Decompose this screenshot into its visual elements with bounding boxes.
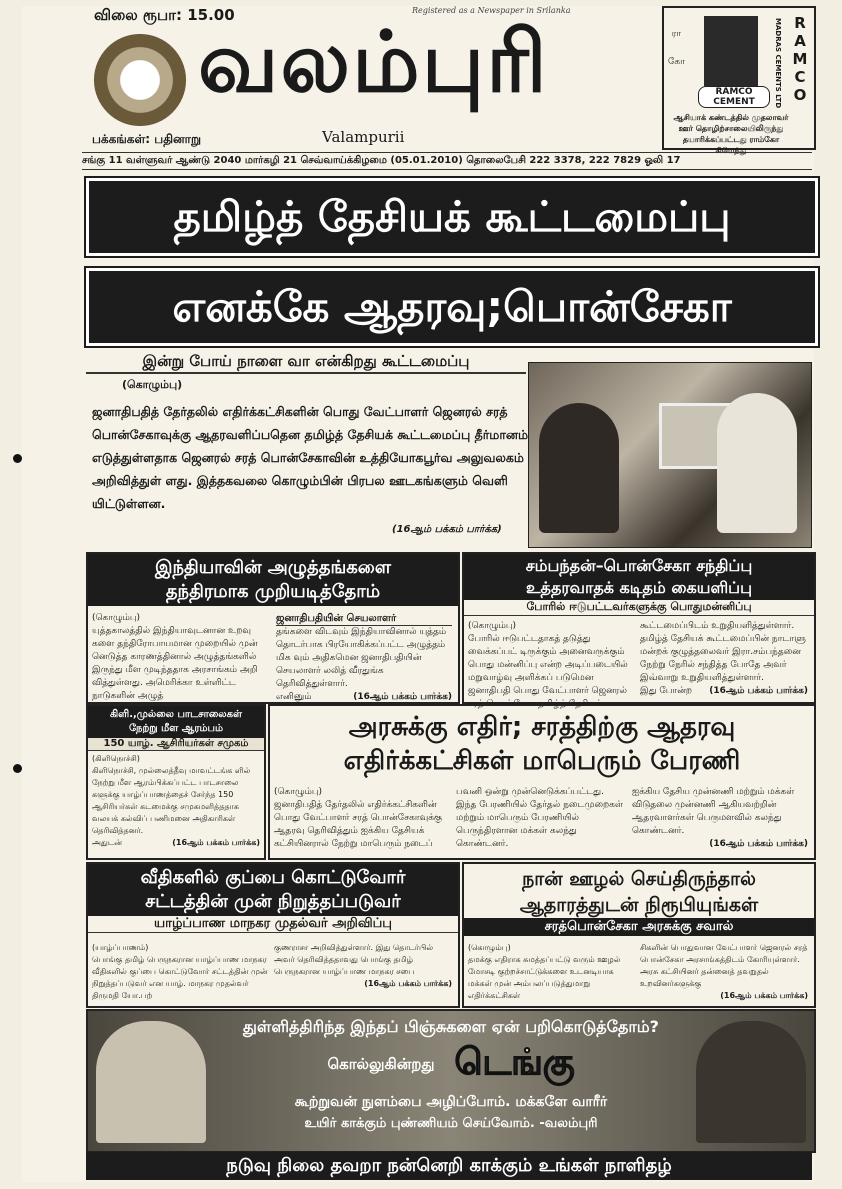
dengue-text [212, 1017, 690, 1132]
india-col1 [92, 612, 270, 703]
garbage-body1: பொங்கு தமிழ் பெருநகரான யாழ்ப்பாண மாநகர வீதிகளில் குப்பை கொட்டுவோர் சட்டத்தின் முன் நிறுத்தப்படுவர் என யாழ். மாநகர முதல்வர் திருமதி யோ.பற் [92, 955, 268, 1000]
sampanthan-continued: (16ஆம் பக்கம் பார்க்க) [709, 686, 808, 696]
challenge-headline [464, 864, 814, 918]
challenge-headline-1: நான் ஊழல் செய்திருந்தால் [522, 868, 756, 890]
sampanthan-story [462, 552, 816, 709]
lead-photo [528, 362, 812, 548]
dengue-line2: கொல்லுகின்றது [327, 1055, 435, 1073]
challenge-continued: (16ஆம் பக்கம் பார்க்க) [720, 991, 808, 1000]
challenge-body2: சிகளின் பொதுவான வேட்பாளர் ஜெனரல் சரத் பொன்சேகா அரசாங்கத்திடம் கோரியுள்ளார். அரசு கட்சியினர் தன்னைத் தவறுதல் உறவினர்களுக்கு [640, 943, 808, 988]
lead-body: ஜனாதிபதித் தேர்தலில் எதிர்க்கட்சிகளின் பொது வேட்பாளர் ஜெனரல் சரத் பொன்சேகாவுக்கு ஆதரவளிப்பதென தமிழ்த் தேசியக் கூட்டமைப்பு தீர்மானம் எடுத்துள்ளதாக ஜெனரல் சரத் பொன்சேகாவின் உத்தியோகபூர்வ அலுவலகம் அறிவித்துள் ளது. இத்தகவலை கொழும்பின் பிரபல ஊடகங்களும் வெளி யிட்டுள்ளன. [92, 404, 529, 511]
rally-byline: (கொழும்பு) [274, 787, 323, 797]
lead-subhead: இன்று போய் நாளை வா என்கிறது கூட்டமைப்பு [86, 352, 526, 374]
price: விலை ரூபா: 15.00 [94, 6, 235, 24]
kilinochchi-continued: (16ஆம் பக்கம் பார்க்க) [172, 838, 260, 847]
sampanthan-body: போரில் ஈடுபட்டதாகத் தடுத்து வைக்கப்பட் டிருக்கும் அனைவருக்கும் பொது மன்னிப்பு என்ற அடிப்படையில் மறுவாழ்வு அளிக்கப் படுமென ஜனாதிபதி பொது வேட்பாளர் ஜெனரல் சரத் பொன்சேகா தமிழ்த் தேசியக் [468, 634, 628, 709]
rally-body2: பவனி ஒன்று முன்னெடுக்கப்பட்டது. இந்த பேரணியில் தேர்தல் நடைமுறைகள் மற்றும் மாபெரும் பேரணியில் பெருந்திரளான மக்கள் கலந்து கொண்டனர். [456, 787, 624, 849]
temple-icon [704, 16, 758, 86]
ad-taglines [668, 112, 794, 156]
sampanthan-headline-2: உத்தரவாதக் கடிதம் கையளிப்பு [526, 578, 752, 597]
registration-note: Registered as a Newspaper in Srilanka [412, 6, 571, 15]
garbage-continued: (16ஆம் பக்கம் பார்க்க) [364, 979, 452, 988]
kilinochchi-footer [92, 837, 260, 849]
garbage-body2: குணராசா அறிவித்துள்ளார். இது தொடர்பில் அவர் தெரிவித்ததாவது பொங்கு தமிழ் பெருநகரான யாழ்ப்பாண மாநகர சபை [274, 943, 433, 976]
ramco-advert [662, 6, 816, 155]
footer-motto: நடுவு நிலை தவறா நன்னெறி காக்கும் உங்கள் நாளிதழ் [86, 1152, 812, 1180]
photo-person [717, 393, 797, 533]
lead-continued: (16ஆம் பக்கம் பார்க்க) [392, 524, 502, 535]
ad-company: MADRAS CEMENTS LTD [774, 18, 782, 109]
dateline: சங்கு 11 வள்ளுவர் ஆண்டு 2040 மார்கழி 21 செவ்வாய்க்கிழமை (05.01.2010) தொலைபேசி 222 3378, 222 7829 ஓலி 17 [82, 152, 812, 170]
child-photo [696, 1021, 806, 1143]
garbage-headline-2: சட்டத்தின் முன் நிறுத்தப்படுவர் [145, 891, 401, 912]
punch-hole [13, 454, 22, 463]
dengue-line3: கூற்றுவன் நுளம்பை அழிப்போம். மக்களே வாரீர் [294, 1094, 608, 1110]
lead-byline: (கொழும்பு) [122, 378, 183, 391]
sampanthan-footer [640, 685, 808, 698]
garbage-headline [88, 864, 458, 916]
garbage-headline-1: வீதிகளில் குப்பை கொட்டுவோர் [140, 867, 406, 888]
rally-body3: ஐக்கிய தேசிய முன்னணி மற்றும் மக்கள் விடுதலை முன்னணி ஆகியவற்றின் ஆதரவாளர்கள் பெருமளவில் கலந்து கொண்டனர். [632, 787, 795, 836]
sampanthan-headline [464, 554, 814, 600]
page-count: பக்கங்கள்: பதினாறு [92, 132, 201, 146]
dengue-advert [86, 1009, 816, 1153]
sampanthan-headline-1: சம்பந்தன்–பொன்சேகா சந்திப்பு [525, 556, 753, 575]
challenge-col2 [640, 942, 808, 1002]
india-headline-2: தந்திரமாக முறியடித்தோம் [165, 581, 381, 602]
child-photo [96, 1021, 206, 1143]
garbage-col1 [92, 942, 268, 1002]
india-headline-1: இந்தியாவின் அழுத்தங்களை [154, 557, 392, 578]
india-body: யுத்தகாலத்தில் இந்தியாவுடனான உறவு களை தந்திரோபாயமான முறையில் முன் னெடுத்த காரணத்தினால் அழுத்தங்களில் இருந்து மீள முடிந்ததாக அரசாங்கம் அறி வித்துள்ளது. அமெரிக்கா உள்ளிட்ட நாடுகளின் அழுத் [92, 626, 258, 701]
kilinochchi-body-wrap [88, 751, 264, 851]
ad-brand: RAMCO [791, 14, 809, 104]
ad-product: RAMCO CEMENT [698, 86, 770, 108]
lead-headline-1: தமிழ்த் தேசியக் கூட்டமைப்பு [86, 178, 818, 256]
rally-col3 [632, 786, 808, 851]
rally-headline [270, 706, 814, 778]
photo-person [539, 403, 619, 533]
dengue-line1: துள்ளித்திரிந்த இந்தப் பிஞ்சுகளை ஏன் பறிகொடுத்தோம்? [243, 1017, 659, 1036]
garbage-col2 [274, 942, 452, 990]
india-body2: தங்களை விடவும் இந்தியாவினால் யுத்தம் தொடர்பாக பிரயோகிக்கப்பட்ட அழுத்தம் மிக வும் அதிகமென ஜனாதிபதியின் செயலாளர் லலித் வீரதுங்க தெரிவித்துள்ளார். [276, 627, 447, 689]
rally-headline-1: அரசுக்கு எதிர்; சரத்திற்கு ஆதரவு [348, 712, 736, 742]
india-byline: (கொழும்பு) [92, 613, 141, 623]
ad-line: ஆசியாக் கண்டத்தில் முதலாவர் [673, 113, 789, 122]
garbage-subhead: யாழ்ப்பாண மாநகர முதல்வர் அறிவிப்பு [88, 916, 458, 933]
sampanthan-byline: (கொழும்பு) [468, 621, 517, 631]
dengue-middle [212, 1042, 690, 1088]
kilinochchi-body: கிளிநொச்சி, முல்லைத்தீவு மாவட்டங்க ளில் நேற்று மீள ஆரம்பிக்கப்பட்ட பாடசாலை களுக்கு யாழ்ப்பாணத்தைச் சேர்ந்த 150 ஆசிரியர்கள் கடமைக்கு சமுகமளித்ததாக வலயக் கல்விப் பணிமனை அதிகாரிகள் தெரிவித்தனர். [92, 766, 251, 835]
newspaper-page [22, 6, 814, 1182]
india-footer [276, 691, 452, 704]
rally-body1: ஜனாதிபதித் தேர்தலில் எதிர்க்கட்சிகளின் பொது வேட்பாளர் சரத் பொன்சேகாவுக்கு ஆதரவு தெரிவித்தும் ஐக்கிய தேசியக் கட்சியினரால் நேற்று மாபெரும் நடைப் [274, 800, 442, 849]
kilinochchi-byline: (கிளிநொச்சி) [92, 754, 140, 763]
garbage-byline: (யாழ்ப்பாணம்) [92, 943, 149, 952]
sampanthan-subhead: போரில் ஈடுபட்டவர்களுக்கு பொதுமன்னிப்பு [464, 600, 814, 616]
challenge-col1 [468, 942, 634, 1002]
dengue-line4: உயிர் காக்கும் புண்ணியம் செய்வோம். -வலம்புரி [304, 1116, 598, 1131]
sampanthan-col2 [640, 620, 808, 698]
rally-story [268, 704, 816, 860]
india-headline [88, 554, 458, 606]
dengue-word: டெங்கு [454, 1042, 575, 1083]
masthead-english: Valampurii [322, 128, 405, 146]
kilinochchi-headline-1: கிளி.,முல்லை பாடசாலைகள் [109, 709, 243, 720]
masthead-title: வலம்புரி [198, 13, 549, 111]
india-tail: எனினும் [276, 692, 312, 702]
challenge-subhead: சரத்பொன்சேகா அரசுக்கு சவால் [464, 918, 814, 936]
sampanthan-body2: கூட்டமைப்பிடம் உறுதியளித்துள்ளார். தமிழ்த் தேசியக் கூட்டமைப்பின் நாடாளு மன்றக் குழுத்தலைவர் இரா.சம்பந்தனை நேற்று நேரில் சந்தித்த போதே அவர் இவ்வாறு உறுதியளித்துள்ளார். [640, 621, 806, 683]
india-subhead: ஜனாதிபதியின் செயலாளர் [276, 612, 452, 626]
sampanthan-col1 [468, 620, 634, 711]
ad-line: தயாரிக்கப்பட்டது ராம்கோ சிமெந்து [682, 135, 780, 155]
india-story [86, 552, 460, 704]
challenge-story [462, 862, 816, 1008]
kilinochchi-tail: அதுடன் [92, 838, 122, 847]
india-continued: (16ஆம் பக்கம் பார்க்க) [353, 692, 452, 702]
kilinochchi-headline-2: நேற்று மீள ஆரம்பம் [128, 723, 224, 734]
ad-side-text: ரா கோ [668, 29, 685, 67]
punch-hole [13, 764, 22, 773]
rally-headline-2: எதிர்க்கட்சிகள் மாபெரும் பேரணி [343, 746, 741, 776]
kilinochchi-headline [88, 706, 264, 738]
sampanthan-tail: இது போன்ற [640, 686, 693, 696]
challenge-headline-2: ஆதாரத்துடன் நிரூபியுங்கள் [519, 894, 759, 916]
challenge-body1: தமக்கு எதிராக சுமத்தப்பட்டு வரும் ஊழல் மோசடி குற்றச்சாட்டுக்களை உடனடியாக மக்கள் முன் அம்பலப்படுத்துமாறு எதிர்க்கட்சிகள் [468, 955, 621, 1000]
rally-continued: (16ஆம் பக்கம் பார்க்க) [709, 839, 808, 849]
kilinochchi-story [86, 704, 266, 860]
rally-col1 [274, 786, 450, 851]
lead-headline-2: எனக்கே ஆதரவு;பொன்சேகா [86, 268, 818, 346]
india-col2 [276, 612, 452, 704]
ad-line: ஊர் தொழிற்சாலையிலிருந்து [678, 124, 784, 133]
challenge-byline: (கொழும்பு) [468, 943, 511, 952]
garbage-story [86, 862, 460, 1008]
conch-logo-icon [94, 34, 186, 126]
kilinochchi-headline-3: 150 யாழ். ஆசிரியர்கள் சமுகம் [88, 738, 264, 751]
